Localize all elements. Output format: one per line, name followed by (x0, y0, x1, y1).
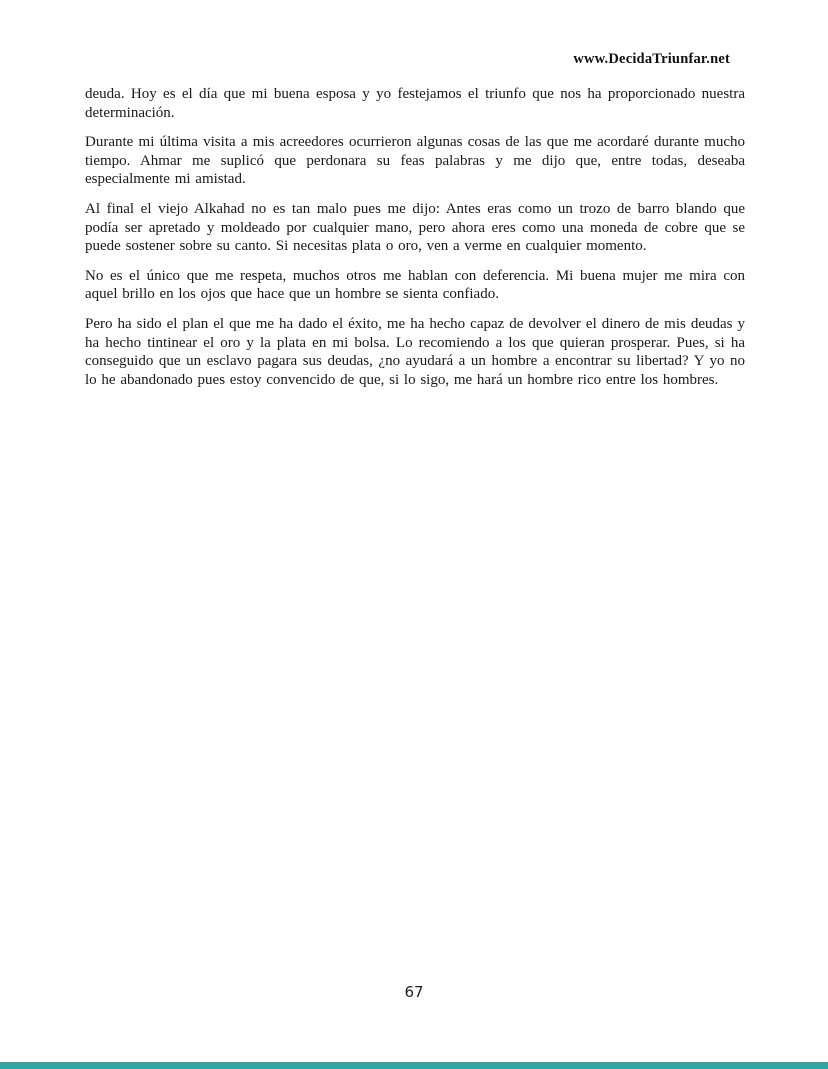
site-url: www.DecidaTriunfar.net (573, 51, 730, 67)
paragraph: deuda. Hoy es el día que mi buena esposa y yo festejamos el triunfo que nos ha proporcionado nuestra determinación. (85, 86, 745, 121)
page-number: 67 (404, 983, 424, 1001)
bottom-accent-bar (0, 1062, 828, 1069)
paragraph: Pero ha sido el plan el que me ha dado el éxito, me ha hecho capaz de devolver el dinero de mis deudas y ha hecho tintinear el oro y la plata en mi bolsa. Lo recomiendo a los que quieran prosperar. Pues, si ha conseguido que un esclavo pagara sus deudas, ¿no ayudará a un hombre a encontrar su libertad? Y yo no lo he abandonado pues estoy convencido de que, si lo sigo, me hará un hombre rico entre los hombres. (85, 315, 745, 388)
paragraph: No es el único que me respeta, muchos otros me hablan con deferencia. Mi buena mujer me mira con aquel brillo en los ojos que hace que un hombre se sienta confiado. (85, 267, 745, 303)
paragraph: Durante mi última visita a mis acreedores ocurrieron algunas cosas de las que me acordaré durante mucho tiempo. Ahmar me suplicó que perdonara su feas palabras y me dijo que, entre todas, deseaba especialmente mi amistad. (85, 134, 745, 188)
paragraph: Al final el viejo Alkahad no es tan malo pues me dijo: Antes eras como un trozo de barro blando que podía ser apretado y moldeado por cualquier mano, pero ahora eres como una moneda de cobre que se puede sostener sobre su canto. Si necesitas plata o oro, ven a verme en cualquier momento. (85, 200, 745, 255)
site-header (573, 51, 730, 68)
page-content (85, 85, 745, 400)
